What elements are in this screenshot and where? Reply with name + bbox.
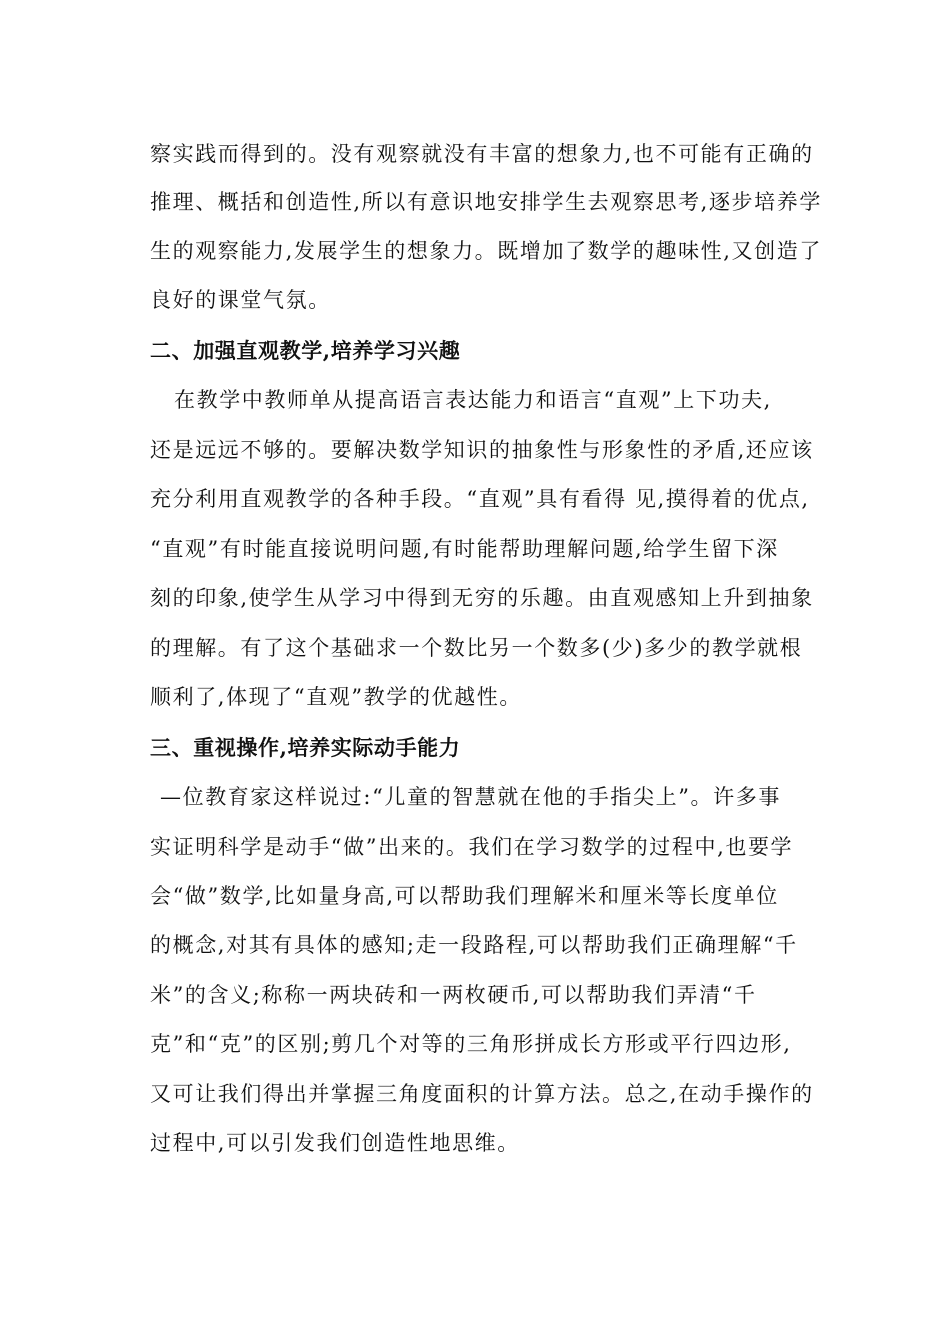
text-line: 米”的含义;称称一两块砖和一两枚硬币,可以帮助我们弄清“千 bbox=[150, 983, 757, 1007]
text-line: 顺利了,体现了“直观”教学的优越性。 bbox=[150, 685, 522, 709]
text-line: —位教育家这样说过:“儿童的智慧就在他的手指尖上”。许多事 bbox=[160, 785, 781, 809]
section-heading: 二、加强直观教学,培养学习兴趣 bbox=[150, 338, 461, 363]
text-line: 推理、概括和创造性,所以有意识地安排学生去观察思考,逐步培养学 bbox=[150, 190, 822, 214]
text-line: 又可让我们得出并掌握三角度面积的计算方法。总之,在动手操作的 bbox=[150, 1082, 814, 1106]
text-line: 生的观察能力,发展学生的想象力。既增加了数学的趣味性,又创造了 bbox=[150, 239, 822, 263]
text-line: 刻的印象,使学生从学习中得到无穷的乐趣。由直观感知上升到抽象 bbox=[150, 586, 814, 610]
text-line: 实证明科学是动手“做”出来的。我们在学习数学的过程中,也要学 bbox=[150, 835, 794, 859]
text-line: 的理解。有了这个基础求一个数比另一个数多(少)多少的教学就根 bbox=[150, 636, 803, 660]
text-line: 充分利用直观教学的各种手段。“直观”具有看得 见,摸得着的优点, bbox=[150, 487, 810, 511]
text-line: 过程中,可以引发我们创造性地思维。 bbox=[150, 1131, 520, 1155]
text-line: “直观”有时能直接说明问题,有时能帮助理解问题,给学生留下深 bbox=[150, 537, 779, 561]
section-heading: 三、重视操作,培养实际动手能力 bbox=[150, 735, 461, 760]
text-line: 在教学中教师单从提高语言表达能力和语言“直观”上下功夫, bbox=[174, 388, 772, 412]
text-line: 良好的课堂气氛。 bbox=[150, 288, 331, 312]
text-line: 还是远远不够的。要解决数学知识的抽象性与形象性的矛盾,还应该 bbox=[150, 438, 814, 462]
text-line: 会“做”数学,比如量身高,可以帮助我们理解米和厘米等长度单位 bbox=[150, 884, 779, 908]
text-line: 克”和“克”的区别;剪几个对等的三角形拼成长方形或平行四边形, bbox=[150, 1032, 792, 1056]
text-line: 的概念,对其有具体的感知;走一段路程,可以帮助我们正确理解“千 bbox=[150, 933, 798, 957]
text-line: 察实践而得到的。没有观察就没有丰富的想象力,也不可能有正确的 bbox=[150, 142, 814, 166]
